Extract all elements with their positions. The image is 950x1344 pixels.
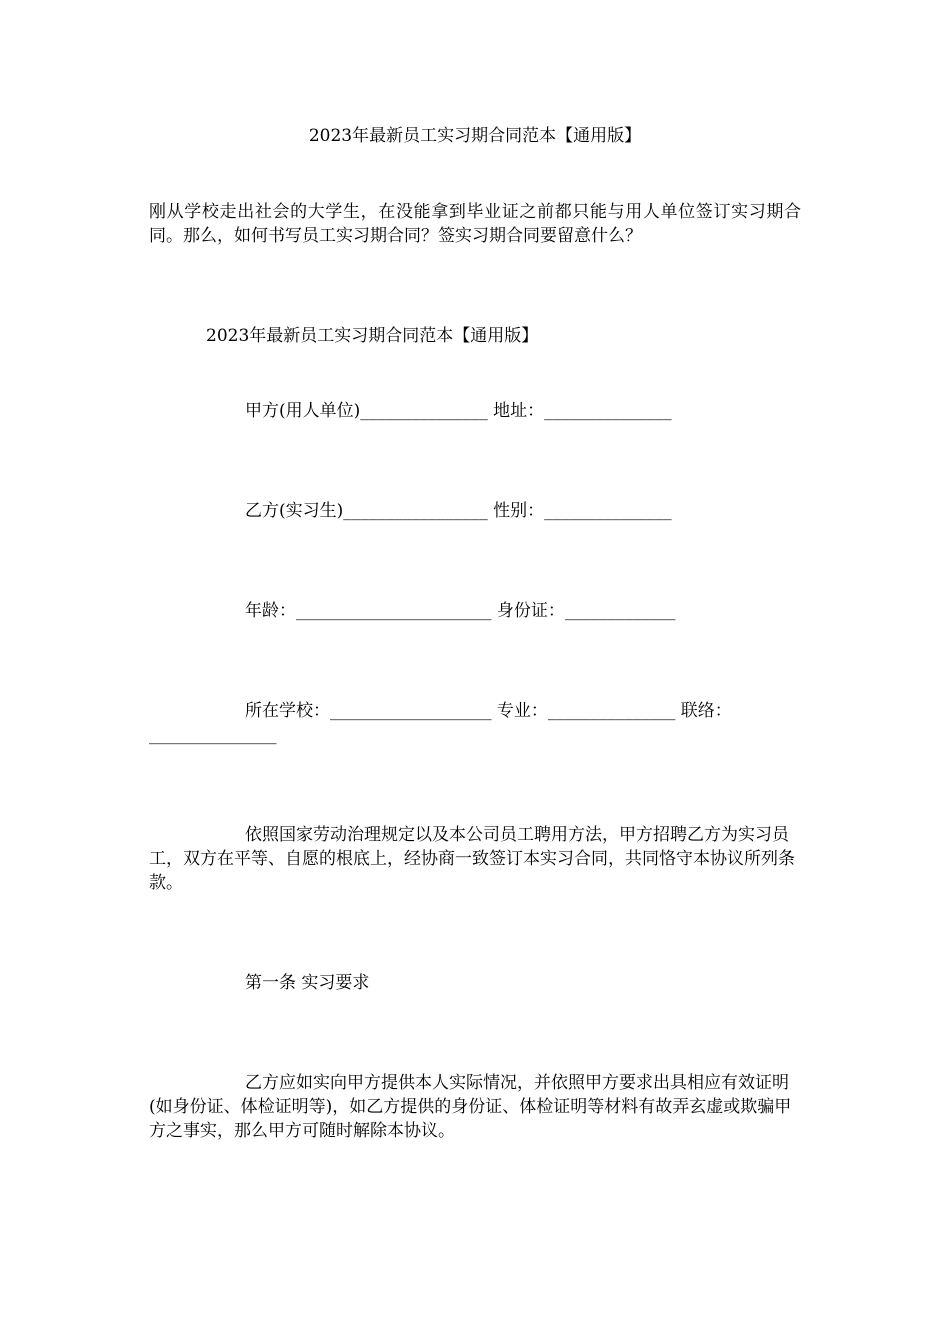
article-1-heading: 第一条 实习要求 bbox=[245, 973, 370, 993]
field-party-a: 甲方(用人单位)_______________ 地址：_______________ bbox=[245, 401, 672, 421]
contract-subtitle: 2023年最新员工实习期合同范本【通用版】 bbox=[206, 326, 539, 346]
field-school: 所在学校：___________________ 专业：_______________ 联络： bbox=[245, 701, 732, 721]
preamble-text: 依照国家劳动治理规定以及本公司员工聘用方法，甲方招聘乙方为实习员工，双方在平等、自愿的根底上，经协商一致签订本实习合同，共同恪守本协议所列条款。 bbox=[149, 825, 795, 893]
document-title: 2023年最新员工实习期合同范本【通用版】 bbox=[308, 126, 642, 146]
article-1-paragraph bbox=[149, 1071, 801, 1143]
field-party-b: 乙方(实习生)_________________ 性别：_______________ bbox=[245, 501, 672, 521]
article-1-text: 乙方应如实向甲方提供本人实际情况，并依照甲方要求出具相应有效证明(如身份证、体检证明等)，如乙方提供的身份证、体检证明等材料有故弄玄虚或欺骗甲方之事实，那么甲方可随时解除本协议。 bbox=[149, 1073, 792, 1141]
preamble-paragraph bbox=[149, 823, 801, 895]
field-age-id: 年龄：_______________________ 身份证：_____________ bbox=[245, 601, 676, 621]
field-contact-line: _______________ bbox=[149, 725, 277, 745]
intro-paragraph: 刚从学校走出社会的大学生，在没能拿到毕业证之前都只能与用人单位签订实习期合同。那么，如何书写员工实习期合同？签实习期合同要留意什么？ bbox=[149, 202, 801, 246]
